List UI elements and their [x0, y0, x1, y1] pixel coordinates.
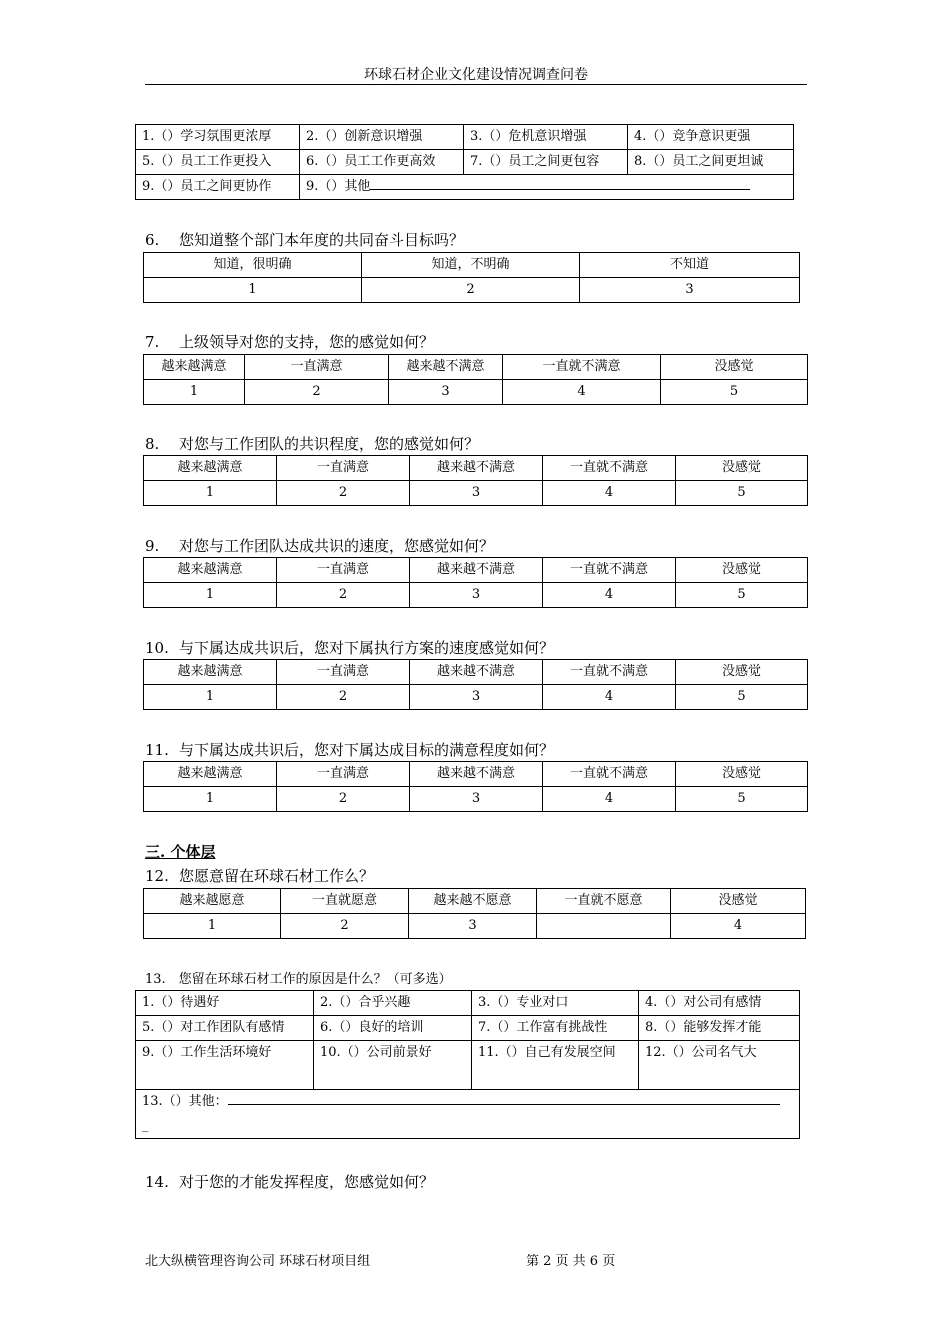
q10-header-cell: 越来越不满意 [410, 660, 543, 685]
q5-option[interactable]: 4.（）竞争意识更强 [628, 125, 794, 150]
q13-other-underscore: _ [142, 1118, 149, 1133]
q8-table [143, 455, 808, 506]
q5-option[interactable]: 3.（）危机意识增强 [464, 125, 628, 150]
q10-value-cell[interactable]: 4 [543, 685, 676, 710]
q7-table [143, 354, 808, 405]
section-heading: 三. 个体层 [145, 843, 216, 861]
q11-header-cell: 一直就不满意 [543, 762, 676, 787]
q13-other-label: 13.（）其他： [142, 1094, 228, 1109]
q10-value-cell[interactable]: 3 [410, 685, 543, 710]
q11-number: 11. [145, 741, 169, 759]
q12-header-cell: 一直就愿意 [281, 889, 409, 914]
q9-value-cell[interactable]: 3 [410, 583, 543, 608]
q12-table [143, 888, 806, 939]
q8-header-cell: 一直就不满意 [543, 456, 676, 481]
q10-header-cell: 一直满意 [277, 660, 410, 685]
q12-header-cell: 一直就不愿意 [537, 889, 671, 914]
q9-header-cell: 一直满意 [277, 558, 410, 583]
document-header-title: 环球石材企业文化建设情况调查问卷 [364, 67, 588, 83]
q13-option[interactable]: 8.（）能够发挥才能 [639, 1016, 800, 1041]
q9-table [143, 557, 808, 608]
q8-header-cell: 没感觉 [676, 456, 808, 481]
q13-option[interactable]: 10.（）公司前景好 [314, 1041, 472, 1090]
q11-header-cell: 越来越不满意 [410, 762, 543, 787]
q6-header-cell: 知道，不明确 [362, 253, 580, 278]
q13-option[interactable]: 9.（）工作生活环境好 [136, 1041, 314, 1090]
q5-option[interactable]: 7.（）员工之间更包容 [464, 150, 628, 175]
q9-header-cell: 一直就不满意 [543, 558, 676, 583]
q5-option[interactable]: 2.（）创新意识增强 [300, 125, 464, 150]
q6-header-cell: 不知道 [580, 253, 800, 278]
q12-value-cell[interactable]: 1 [144, 914, 281, 939]
q8-header-cell: 越来越满意 [144, 456, 277, 481]
q12-text: 您愿意留在环球石材工作么？ [179, 867, 375, 885]
q13-option[interactable]: 12.（）公司名气大 [639, 1041, 800, 1090]
q7-value-cell[interactable]: 3 [389, 380, 503, 405]
q7-header-cell: 一直满意 [245, 355, 389, 380]
q8-text: 对您与工作团队的共识程度，您的感觉如何？ [179, 435, 480, 453]
q13-option[interactable]: 7.（）工作富有挑战性 [472, 1016, 639, 1041]
q9-header-cell: 越来越满意 [144, 558, 277, 583]
q12-value-cell[interactable] [537, 914, 671, 939]
q13-option[interactable]: 1.（）待遇好 [136, 991, 314, 1016]
header-rule [145, 84, 807, 85]
q12-value-cell[interactable]: 3 [409, 914, 537, 939]
q5-option[interactable]: 8.（）员工之间更坦诚 [628, 150, 794, 175]
q10-header-cell: 越来越满意 [144, 660, 277, 685]
q10-value-cell[interactable]: 2 [277, 685, 410, 710]
q13-option[interactable]: 11.（）自己有发展空间 [472, 1041, 639, 1090]
q8-header-cell: 越来越不满意 [410, 456, 543, 481]
q8-value-cell[interactable]: 5 [676, 481, 808, 506]
q5-other-blank[interactable] [370, 175, 750, 190]
q8-value-cell[interactable]: 4 [543, 481, 676, 506]
q10-header-cell: 没感觉 [676, 660, 808, 685]
q5-options-table [135, 124, 794, 200]
q7-question [145, 331, 434, 352]
q12-number: 12. [145, 867, 169, 885]
q12-question [145, 865, 374, 886]
q13-other-option[interactable] [136, 1090, 800, 1139]
q8-value-cell[interactable]: 3 [410, 481, 543, 506]
q7-header-cell: 一直就不满意 [503, 355, 661, 380]
q11-header-cell: 一直满意 [277, 762, 410, 787]
q10-header-cell: 一直就不满意 [543, 660, 676, 685]
q12-header-cell: 没感觉 [671, 889, 806, 914]
q13-option[interactable]: 5.（）对工作团队有感情 [136, 1016, 314, 1041]
q10-value-cell[interactable]: 1 [144, 685, 277, 710]
q9-number: 9. [145, 537, 160, 555]
q5-option[interactable]: 6.（）员工工作更高效 [300, 150, 464, 175]
q13-option[interactable]: 4.（）对公司有感情 [639, 991, 800, 1016]
q10-table [143, 659, 808, 710]
q6-header-cell: 知道，很明确 [144, 253, 362, 278]
q7-header-cell: 越来越不满意 [389, 355, 503, 380]
q9-value-cell[interactable]: 5 [676, 583, 808, 608]
q13-question: 13. 您留在环球石材工作的原因是什么？（可多选） [145, 972, 452, 987]
q6-number: 6. [145, 231, 160, 249]
q10-value-cell[interactable]: 5 [676, 685, 808, 710]
q13-option[interactable]: 2.（）合乎兴趣 [314, 991, 472, 1016]
q7-value-cell[interactable]: 5 [661, 380, 808, 405]
q6-value-cell[interactable]: 1 [144, 278, 362, 303]
q11-text: 与下属达成共识后，您对下属达成目标的满意程度如何？ [179, 741, 555, 759]
q9-question [145, 535, 494, 556]
q12-value-cell[interactable]: 2 [281, 914, 409, 939]
q13-options-table [135, 990, 800, 1139]
q13-option[interactable]: 3.（）专业对口 [472, 991, 639, 1016]
footer-page-number: 第 2 页 共 6 页 [526, 1254, 616, 1269]
q10-number: 10. [145, 639, 169, 657]
q9-text: 对您与工作团队达成共识的速度，您感觉如何？ [179, 537, 495, 555]
q11-value-cell[interactable]: 1 [144, 787, 277, 812]
q7-text: 上级领导对您的支持，您的感觉如何？ [179, 333, 435, 351]
q10-text: 与下属达成共识后，您对下属执行方案的速度感觉如何？ [179, 639, 555, 657]
q8-number: 8. [145, 435, 160, 453]
q6-value-cell[interactable]: 3 [580, 278, 800, 303]
q14-question [145, 1171, 434, 1192]
q6-text: 您知道整个部门本年度的共同奋斗目标吗？ [179, 231, 465, 249]
q5-other-label: 9.（）其他 [306, 179, 371, 194]
q11-value-cell[interactable]: 4 [543, 787, 676, 812]
q7-value-cell[interactable]: 2 [245, 380, 389, 405]
q12-header-cell: 越来越愿意 [144, 889, 281, 914]
q9-value-cell[interactable]: 4 [543, 583, 676, 608]
q14-number: 14. [145, 1173, 169, 1191]
q8-value-cell[interactable]: 1 [144, 481, 277, 506]
q12-value-cell[interactable]: 4 [671, 914, 806, 939]
q11-value-cell[interactable]: 3 [410, 787, 543, 812]
q9-value-cell[interactable]: 1 [144, 583, 277, 608]
q11-value-cell[interactable]: 5 [676, 787, 808, 812]
q7-header-cell: 越来越满意 [144, 355, 245, 380]
q6-value-cell[interactable]: 2 [362, 278, 580, 303]
q6-table [143, 252, 800, 303]
footer-company: 北大纵横管理咨询公司 环球石材项目组 [145, 1254, 371, 1269]
q6-question [145, 229, 464, 250]
q5-option[interactable]: 9.（）员工之间更协作 [136, 175, 300, 200]
q13-other-blank[interactable] [228, 1090, 780, 1105]
q5-other-option[interactable] [300, 175, 794, 200]
q5-option[interactable]: 5.（）员工工作更投入 [136, 150, 300, 175]
q12-header-cell: 越来越不愿意 [409, 889, 537, 914]
q11-table [143, 761, 808, 812]
q7-header-cell: 没感觉 [661, 355, 808, 380]
q9-header-cell: 越来越不满意 [410, 558, 543, 583]
q8-header-cell: 一直满意 [277, 456, 410, 481]
q5-option[interactable]: 1.（）学习氛围更浓厚 [136, 125, 300, 150]
q13-option[interactable]: 6.（）良好的培训 [314, 1016, 472, 1041]
q11-question [145, 739, 554, 760]
q7-number: 7. [145, 333, 160, 351]
q7-value-cell[interactable]: 4 [503, 380, 661, 405]
q10-question [145, 637, 554, 658]
q9-header-cell: 没感觉 [676, 558, 808, 583]
q14-text: 对于您的才能发挥程度，您感觉如何？ [179, 1173, 435, 1191]
q7-value-cell[interactable]: 1 [144, 380, 245, 405]
q8-question [145, 433, 479, 454]
q11-header-cell: 越来越满意 [144, 762, 277, 787]
q9-value-cell[interactable]: 2 [277, 583, 410, 608]
q11-value-cell[interactable]: 2 [277, 787, 410, 812]
q11-header-cell: 没感觉 [676, 762, 808, 787]
q8-value-cell[interactable]: 2 [277, 481, 410, 506]
